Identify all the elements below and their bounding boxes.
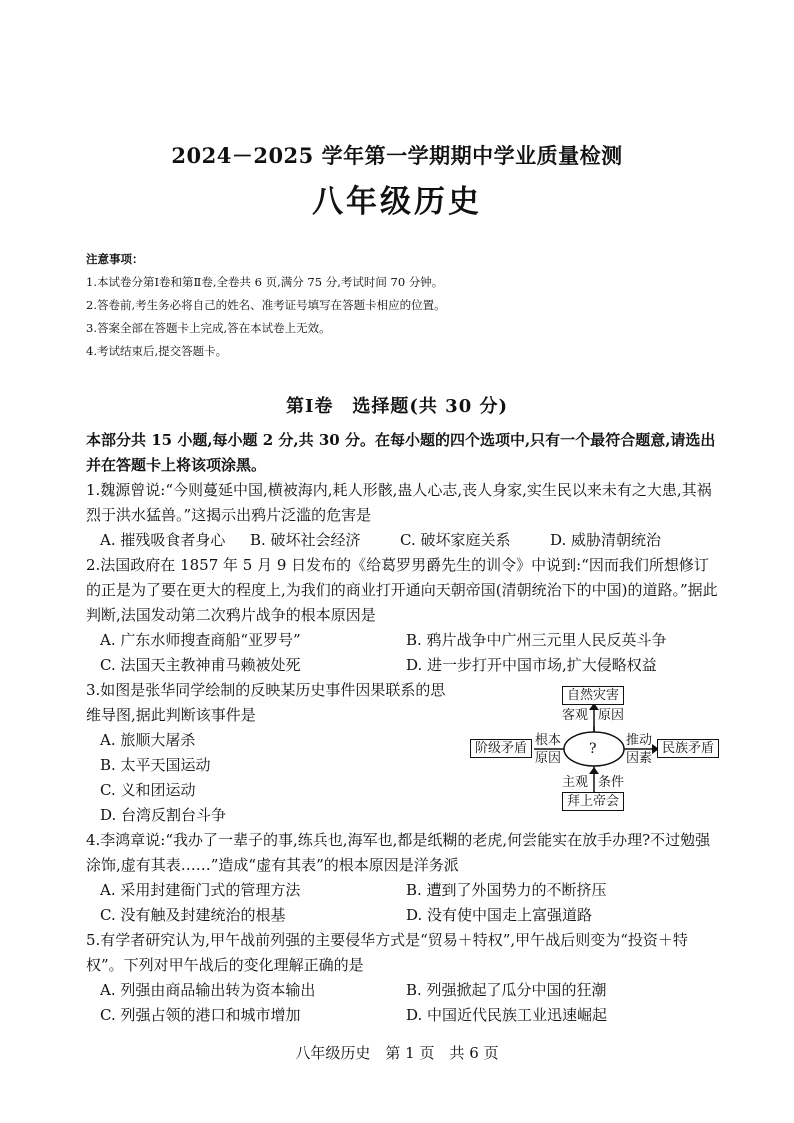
reason-label: 原因 <box>598 708 625 723</box>
condition-label: 条件 <box>598 775 625 790</box>
option-c: C. 列强占领的港口和城市增加 <box>100 1006 301 1024</box>
natural-disaster-box: 自然灾害 <box>562 686 624 705</box>
note-item: 1.本试卷分第Ⅰ卷和第Ⅱ卷,全卷共 6 页,满分 75 分,考试时间 70 分钟。 <box>86 275 444 289</box>
option-b: B. 鸦片战争中广州三元里人民反英斗争 <box>406 631 667 649</box>
option-c: C. 破坏家庭关系 <box>400 531 511 549</box>
option-d: D. 威胁清朝统治 <box>550 531 662 549</box>
option-d: D. 台湾反割台斗争 <box>100 806 227 824</box>
push-label: 推动 <box>626 733 653 748</box>
root-reason-label: 原因 <box>535 751 562 766</box>
national-conflict-box: 民族矛盾 <box>657 739 719 758</box>
question-2-options <box>100 628 722 678</box>
option-a: A. 列强由商品输出转为资本输出 <box>100 981 316 999</box>
option-d: D. 进一步打开中国市场,扩大侵略权益 <box>406 656 657 674</box>
subject-title: 八年级历史 <box>312 184 482 220</box>
god-worship-society-box: 拜上帝会 <box>562 792 624 811</box>
option-b: B. 列强掀起了瓜分中国的狂潮 <box>406 981 607 999</box>
question-1-stem: 1.魏源曾说:“今则蔓延中国,横被海内,耗人形骸,蛊人心志,丧人身家,实生民以来未有之大患,其祸烈于洪水猛兽。”这揭示出鸦片泛滥的危害是 <box>86 481 712 524</box>
question-5-stem: 5.有学者研究认为,甲午战前列强的主要侵华方式是“贸易＋特权”,甲午战后则变为“投资＋特权”。下列对甲午战后的变化理解正确的是 <box>86 931 688 974</box>
section-instructions: 本部分共 15 小题,每小题 2 分,共 30 分。在每小题的四个选项中,只有一个最符合题意,请选出并在答题卡上将该项涂黑。 <box>86 431 716 474</box>
root-label: 根本 <box>535 733 562 748</box>
question-2-stem: 2.法国政府在 1857 年 5 月 9 日发布的《给葛罗男爵先生的训令》中说到:“因而我们所想修订的正是为了要在更大的程度上,为我们的商业打开通向天朝帝国(清朝统治下的中国)的道路。”据此判断,法国发动第二次鸦片战争的根本原因是 <box>86 556 718 624</box>
option-c: C. 法国天主教神甫马赖被处死 <box>100 656 301 674</box>
subjective-label: 主观 <box>562 775 589 790</box>
unknown-event: ? <box>589 741 597 757</box>
question-4-options <box>100 878 722 928</box>
option-c: C. 没有触及封建统治的根基 <box>100 906 286 924</box>
page-footer: 八年级历史 第 1 页 共 6 页 <box>295 1044 499 1062</box>
bottom-arrow <box>589 767 599 774</box>
option-a: A. 采用封建衙门式的管理方法 <box>100 881 301 899</box>
question-5-options <box>100 978 722 1028</box>
notes-heading: 注意事项： <box>86 252 144 266</box>
notes-block <box>86 248 726 363</box>
question-4-stem: 4.李鸿章说:“我办了一辈子的事,练兵也,海军也,都是纸糊的老虎,何尝能实在放手办理?不过勉强涂饰,虚有其表……”造成“虚有其表”的根本原因是洋务派 <box>86 831 711 874</box>
option-b: B. 太平天国运动 <box>100 756 211 774</box>
class-conflict-box: 阶级矛盾 <box>470 739 532 758</box>
option-c: C. 义和团运动 <box>100 781 196 799</box>
option-d: D. 没有使中国走上富强道路 <box>406 906 593 924</box>
exam-title: 2024－2025 学年第一学期期中学业质量检测 <box>171 143 623 168</box>
factor-label: 因素 <box>626 751 653 766</box>
option-b: B. 破坏社会经济 <box>250 531 361 549</box>
question-1-options <box>100 528 722 553</box>
note-item: 2.答卷前,考生务必将自己的姓名、准考证号填写在答题卡相应的位置。 <box>86 298 446 312</box>
mind-map-diagram <box>470 686 720 812</box>
option-a: A. 摧残吸食者身心 <box>100 531 226 549</box>
option-a: A. 广东水师搜查商船“亚罗号” <box>100 631 301 649</box>
question-3-stem: 3.如图是张华同学绘制的反映某历史事件因果联系的思维导图,据此判断该事件是 <box>86 681 446 724</box>
note-item: 3.答案全部在答题卡上完成,答在本试卷上无效。 <box>86 321 331 335</box>
note-item: 4.考试结束后,提交答题卡。 <box>86 344 228 358</box>
objective-label: 客观 <box>562 708 589 723</box>
option-d: D. 中国近代民族工业迅速崛起 <box>406 1006 608 1024</box>
option-a: A. 旅顺大屠杀 <box>100 731 196 749</box>
option-b: B. 遭到了外国势力的不断挤压 <box>406 881 607 899</box>
section-title: 第Ⅰ卷 选择题(共 30 分) <box>285 396 509 417</box>
